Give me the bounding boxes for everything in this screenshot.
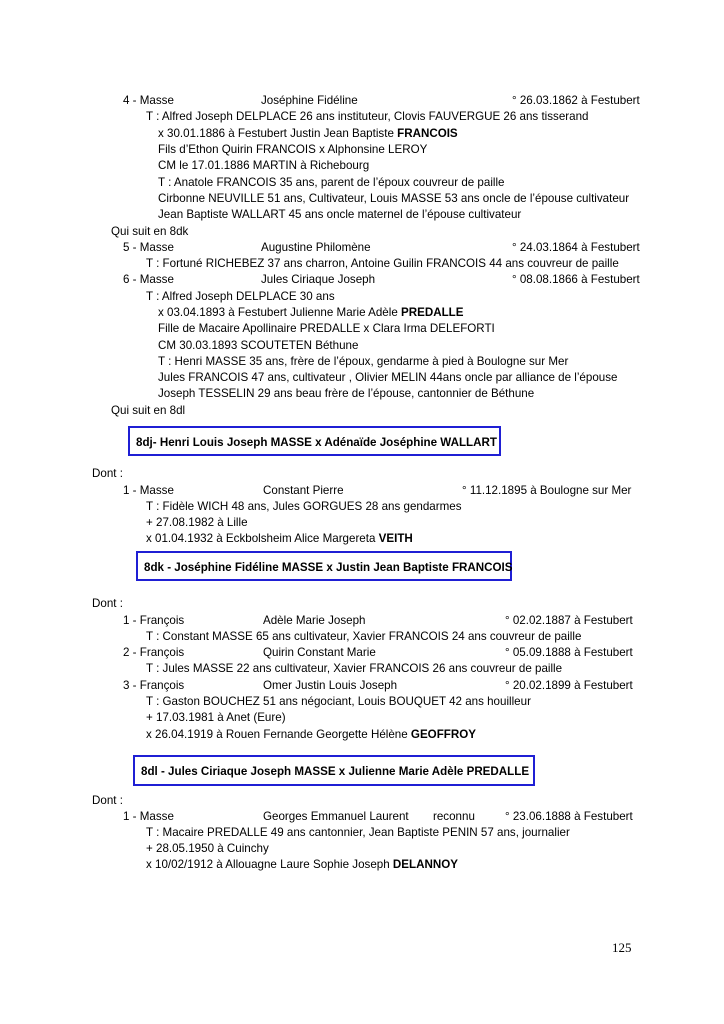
entry-6-contract: CM 30.03.1893 SCOUTETEN Béthune bbox=[158, 339, 359, 352]
entry-8dl-1-birth: ° 23.06.1888 à Festubert bbox=[505, 810, 633, 823]
entry-5-name: Augustine Philomène bbox=[261, 241, 371, 254]
entry-6-marriage-witnesses: T : Henri MASSE 35 ans, frère de l’époux, gendarme à pied à Boulogne sur Mer bbox=[158, 355, 569, 368]
entry-4-marriage-witnesses: T : Anatole FRANCOIS 35 ans, parent de l’époux couvreur de paille bbox=[158, 176, 505, 189]
dont-label-8dk: Dont : bbox=[92, 597, 123, 610]
dont-label-8dl: Dont : bbox=[92, 794, 123, 807]
entry-5-witnesses: T : Fortuné RICHEBEZ 37 ans charron, Antoine Guilin FRANCOIS 44 ans couvreur de paille bbox=[146, 257, 619, 270]
entry-8dj-1-name: Constant Pierre bbox=[263, 484, 344, 497]
entry-4-witnesses: T : Alfred Joseph DELPLACE 26 ans instituteur, Clovis FAUVERGUE 26 ans tisserand bbox=[146, 110, 589, 123]
entry-4-contract: CM le 17.01.1886 MARTIN à Richebourg bbox=[158, 159, 370, 172]
entry-6-name: Jules Ciriaque Joseph bbox=[261, 273, 376, 286]
entry-5-number: 5 - Masse bbox=[123, 241, 174, 254]
entry-6-follow-ref: Qui suit en 8dl bbox=[111, 404, 186, 417]
entry-8dl-1-marriage: x 10/02/1912 à Allouagne Laure Sophie Joseph DELANNOY bbox=[146, 858, 458, 871]
section-title-8dk: 8dk - Joséphine Fidéline MASSE x Justin Jean Baptiste FRANCOIS bbox=[136, 551, 512, 581]
entry-8dk-2-number: 2 - François bbox=[123, 646, 185, 659]
entry-8dl-1-death: + 28.05.1950 à Cuinchy bbox=[146, 842, 269, 855]
entry-8dk-3-marriage: x 26.04.1919 à Rouen Fernande Georgette Hélène GEOFFROY bbox=[146, 728, 476, 741]
entry-8dl-1-name: Georges Emmanuel Laurent bbox=[263, 810, 409, 823]
entry-8dk-2-witnesses: T : Jules MASSE 22 ans cultivateur, Xavier FRANCOIS 26 ans couvreur de paille bbox=[146, 662, 563, 675]
entry-6-number: 6 - Masse bbox=[123, 273, 174, 286]
dont-label-8dj: Dont : bbox=[92, 467, 123, 480]
entry-8dk-3-birth: ° 20.02.1899 à Festubert bbox=[505, 679, 633, 692]
entry-4-marriage-witnesses-2: Cirbonne NEUVILLE 51 ans, Cultivateur, Louis MASSE 53 ans oncle de l’épouse cultivateur bbox=[158, 192, 630, 205]
section-title-8dj: 8dj- Henri Louis Joseph MASSE x Adénaïde Joséphine WALLART bbox=[128, 426, 501, 456]
entry-4-number: 4 - Masse bbox=[123, 94, 174, 107]
entry-8dk-2-birth: ° 05.09.1888 à Festubert bbox=[505, 646, 633, 659]
entry-6-birth: ° 08.08.1866 à Festubert bbox=[512, 273, 640, 286]
entry-8dk-3-death: + 17.03.1981 à Anet (Eure) bbox=[146, 711, 286, 724]
entry-8dj-1-number: 1 - Masse bbox=[123, 484, 174, 497]
entry-4-marriage-witnesses-3: Jean Baptiste WALLART 45 ans oncle maternel de l’épouse cultivateur bbox=[158, 208, 522, 221]
entry-8dj-1-witnesses: T : Fidèle WICH 48 ans, Jules GORGUES 28 ans gendarmes bbox=[146, 500, 462, 513]
entry-8dk-1-name: Adèle Marie Joseph bbox=[263, 614, 366, 627]
page-number: 125 bbox=[612, 940, 632, 955]
entry-4-name: Joséphine Fidéline bbox=[261, 94, 358, 107]
entry-8dk-1-birth: ° 02.02.1887 à Festubert bbox=[505, 614, 633, 627]
entry-8dj-1-birth: ° 11.12.1895 à Boulogne sur Mer bbox=[462, 484, 632, 497]
entry-8dk-3-name: Omer Justin Louis Joseph bbox=[263, 679, 398, 692]
entry-4-marriage: x 30.01.1886 à Festubert Justin Jean Baptiste FRANCOIS bbox=[158, 127, 458, 140]
entry-4-birth: ° 26.03.1862 à Festubert bbox=[512, 94, 640, 107]
entry-6-marriage: x 03.04.1893 à Festubert Julienne Marie Adèle PREDALLE bbox=[158, 306, 464, 319]
entry-8dl-1-witnesses: T : Macaire PREDALLE 49 ans cantonnier, Jean Baptiste PENIN 57 ans, journalier bbox=[146, 826, 570, 839]
entry-8dk-1-witnesses: T : Constant MASSE 65 ans cultivateur, Xavier FRANCOIS 24 ans couvreur de paille bbox=[146, 630, 582, 643]
entry-8dk-3-witnesses: T : Gaston BOUCHEZ 51 ans négociant, Louis BOUQUET 42 ans houilleur bbox=[146, 695, 531, 708]
entry-4-spouse-parents: Fils d’Ethon Quirin FRANCOIS x Alphonsine LEROY bbox=[158, 143, 428, 156]
entry-8dk-2-name: Quirin Constant Marie bbox=[263, 646, 376, 659]
entry-6-marriage-witnesses-2: Jules FRANCOIS 47 ans, cultivateur , Olivier MELIN 44ans oncle par alliance de l’épouse bbox=[158, 371, 618, 384]
entry-8dl-1-number: 1 - Masse bbox=[123, 810, 174, 823]
entry-8dj-1-marriage: x 01.04.1932 à Eckbolsheim Alice Margereta VEITH bbox=[146, 532, 413, 545]
entry-8dl-1-note: reconnu bbox=[433, 810, 475, 823]
entry-8dk-3-number: 3 - François bbox=[123, 679, 185, 692]
entry-6-marriage-witnesses-3: Joseph TESSELIN 29 ans beau frère de l’épouse, cantonnier de Béthune bbox=[158, 387, 535, 400]
entry-6-spouse-parents: Fille de Macaire Apollinaire PREDALLE x Clara Irma DELEFORTI bbox=[158, 322, 495, 335]
section-title-8dl: 8dl - Jules Ciriaque Joseph MASSE x Julienne Marie Adèle PREDALLE bbox=[133, 755, 535, 786]
entry-8dj-1-death: + 27.08.1982 à Lille bbox=[146, 516, 248, 529]
entry-8dk-1-number: 1 - François bbox=[123, 614, 185, 627]
entry-4-follow-ref: Qui suit en 8dk bbox=[111, 225, 189, 238]
entry-6-witnesses: T : Alfred Joseph DELPLACE 30 ans bbox=[146, 290, 335, 303]
entry-5-birth: ° 24.03.1864 à Festubert bbox=[512, 241, 640, 254]
